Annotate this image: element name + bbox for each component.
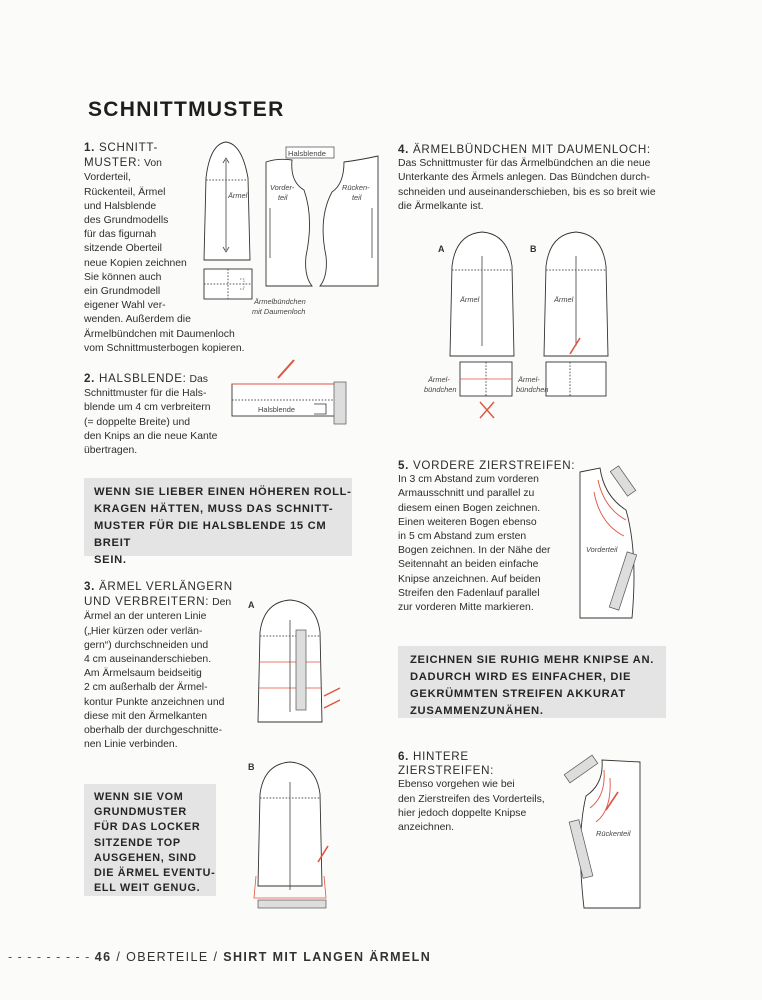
step-1-line: Ärmelbündchen mit Daumenloch bbox=[84, 328, 235, 340]
ruler bbox=[610, 466, 635, 496]
page-number: 46 bbox=[94, 950, 112, 964]
ruler bbox=[564, 755, 598, 783]
scissors-icon bbox=[480, 402, 494, 418]
label-aermelbuendchen: Ärmelbündchen bbox=[254, 297, 306, 306]
step-6-line: Ebenso vorgehen wie bei bbox=[398, 779, 515, 791]
step-5-number: 5. bbox=[398, 459, 410, 472]
step-1-line: des Grundmodells bbox=[84, 215, 169, 227]
step-4-line: Unterkante des Ärmels anlegen. Das Bündchen durch- bbox=[398, 172, 650, 184]
tip-2-line: SITZENDE TOP bbox=[94, 836, 181, 849]
figure-front-stripes bbox=[574, 462, 658, 624]
label-vorderteil: Vorder- bbox=[270, 183, 295, 192]
tip-3-line: ZUSAMMENZUNÄHEN. bbox=[410, 705, 544, 717]
step-3-line: 2 cm außerhalb der Ärmel- bbox=[84, 682, 208, 694]
front-piece bbox=[266, 159, 312, 286]
figure-pattern-pieces bbox=[196, 138, 386, 320]
step-1-heading-2: MUSTER: bbox=[84, 156, 142, 170]
label-buendchen-b: Ärmel- bbox=[518, 375, 540, 384]
tip-1-line: SEIN. bbox=[94, 554, 127, 566]
step-1-line: ein Grundmodell bbox=[84, 286, 161, 298]
page-title: SCHNITTMUSTER bbox=[88, 98, 285, 121]
step-2-line: übertragen. bbox=[84, 445, 138, 457]
label-vorderteil-2: teil bbox=[278, 193, 288, 202]
step-2-number: 2. bbox=[84, 372, 96, 385]
tip-1-line: KRAGEN HÄTTEN, MUSS DAS SCHNITT- bbox=[94, 503, 334, 515]
step-1-line: und Halsblende bbox=[84, 200, 157, 212]
footer-separator: / bbox=[116, 950, 122, 964]
label-buendchen: Ärmel- bbox=[428, 375, 450, 384]
cuff-b-piece bbox=[546, 362, 606, 396]
step-5-line: Einen weiteren Bogen ebenso bbox=[398, 516, 537, 528]
step-2-line: (= doppelte Breite) und bbox=[84, 416, 190, 428]
figure-sleeve-b bbox=[244, 758, 354, 928]
step-1-line: für das figurnah bbox=[84, 229, 157, 241]
step-2-line: Das bbox=[189, 374, 208, 385]
label-variant-a: A bbox=[248, 600, 255, 610]
tip-3-line: GEKRÜMMTEN STREIFEN AKKURAT bbox=[410, 688, 626, 700]
label-halsblende-2: Halsblende bbox=[258, 405, 295, 414]
step-2-line: blende um 4 cm verbreitern bbox=[84, 402, 211, 414]
step-1-line: sitzende Oberteil bbox=[84, 243, 162, 255]
step-4-text bbox=[398, 143, 688, 214]
step-5-line: Knipse anzeichnen. Auf beiden bbox=[398, 573, 541, 585]
ruler bbox=[296, 630, 306, 710]
step-3-line: Ärmel an der unteren Linie bbox=[84, 611, 207, 623]
step-4-number: 4. bbox=[398, 143, 410, 156]
figure-cuffs bbox=[420, 226, 640, 436]
step-3-line: gern“) durchschneiden und bbox=[84, 639, 209, 651]
step-4-line: die Ärmelkante ist. bbox=[398, 200, 484, 212]
tip-1-line: WENN SIE LIEBER EINEN HÖHEREN ROLL- bbox=[94, 486, 352, 498]
tip-box-1 bbox=[84, 478, 352, 566]
step-5-line: diesem einen Bogen zeichnen. bbox=[398, 502, 541, 514]
tip-box-3 bbox=[398, 646, 666, 718]
step-1-line: Rückenteil, Ärmel bbox=[84, 186, 166, 198]
step-5-line: in 5 cm Abstand zum ersten bbox=[398, 531, 527, 543]
step-3-line: („Hier kürzen oder verlän- bbox=[84, 625, 203, 637]
step-5-line: In 3 cm Abstand zum vorderen bbox=[398, 474, 539, 486]
step-1-line: eigener Wahl ver- bbox=[84, 300, 166, 312]
footer-rule: - - - - - - - - - bbox=[8, 950, 95, 964]
step-3-heading-2: UND VERBREITERN: bbox=[84, 595, 210, 609]
tip-2-line: WENN SIE VOM bbox=[94, 791, 184, 803]
step-5-heading: VORDERE ZIERSTREIFEN: bbox=[413, 459, 576, 472]
figure-sleeve-a bbox=[244, 596, 354, 738]
step-1-line: wenden. Außerdem die bbox=[84, 314, 191, 326]
step-3-heading: ÄRMEL VERLÄNGERN bbox=[99, 580, 233, 593]
step-5-line: Seitennaht an beiden einfache bbox=[398, 559, 539, 571]
tip-3-line: DADURCH WIRD ES EINFACHER, DIE bbox=[410, 671, 632, 683]
step-6-number: 6. bbox=[398, 750, 410, 763]
tip-2-line: ELL WEIT GENUG. bbox=[94, 882, 201, 895]
step-3-line: kontur Punkte anzeichnen und bbox=[84, 696, 225, 708]
ruler bbox=[258, 900, 326, 908]
label-buendchen-2: bündchen bbox=[424, 385, 457, 394]
label-vorderteil-stripes: Vorderteil bbox=[586, 545, 618, 554]
step-1-number: 1. bbox=[84, 141, 96, 154]
step-3-line: nen Linie verbinden. bbox=[84, 739, 178, 751]
ruler bbox=[334, 382, 346, 424]
step-1-line: neue Kopien zeichnen bbox=[84, 257, 187, 269]
tip-2-line: DIE ÄRMEL EVENTU- bbox=[94, 867, 216, 880]
step-2-text bbox=[84, 372, 244, 458]
step-3-line: Den bbox=[212, 597, 232, 609]
back-piece bbox=[320, 156, 378, 286]
label-aermelbuendchen-2: mit Daumenloch bbox=[252, 307, 306, 316]
label-variant-b: B bbox=[248, 762, 255, 772]
step-6-line: den Zierstreifen des Vorderteils, bbox=[398, 793, 545, 805]
tip-1-line: MUSTER FÜR DIE HALSBLENDE 15 CM BREIT bbox=[94, 520, 327, 549]
step-4-heading: ÄRMELBÜNDCHEN MIT DAUMENLOCH: bbox=[413, 143, 651, 156]
step-5-line: Streifen den Fadenlauf parallel bbox=[398, 587, 540, 599]
step-5-line: zur vorderen Mitte markieren. bbox=[398, 602, 534, 614]
step-3-line: Am Ärmelsaum beidseitig bbox=[84, 668, 202, 680]
step-3-line: oberhalb der durchgeschnitte- bbox=[84, 725, 223, 737]
scissors-icon bbox=[324, 688, 340, 708]
label-variant-b-2: B bbox=[530, 244, 537, 254]
step-1-line: vom Schnittmusterbogen kopieren. bbox=[84, 342, 245, 354]
step-1-line: Vorderteil, bbox=[84, 172, 131, 184]
pencil-icon bbox=[278, 360, 294, 378]
footer-separator-2: / bbox=[213, 950, 219, 964]
footer-chapter: SHIRT MIT LANGEN ÄRMELN bbox=[223, 950, 432, 964]
figure-back-stripes bbox=[562, 748, 650, 918]
step-2-line: Schnittmuster für die Hals- bbox=[84, 388, 207, 400]
step-3-text bbox=[84, 580, 252, 752]
step-2-heading: HALSBLENDE: bbox=[99, 372, 187, 385]
step-1-line: Von bbox=[143, 158, 162, 170]
label-aermel: Ärmel bbox=[228, 191, 248, 200]
step-4-line: schneiden und auseinanderschieben, bis es so breit wie bbox=[398, 186, 656, 198]
label-variant-a-2: A bbox=[438, 244, 445, 254]
step-5-line: Bogen zeichnen. In der Nähe der bbox=[398, 545, 551, 557]
label-buendchen-b-2: bündchen bbox=[516, 385, 549, 394]
tip-3-line: ZEICHNEN SIE RUHIG MEHR KNIPSE AN. bbox=[410, 654, 655, 666]
label-rueckenteil: Rücken- bbox=[342, 183, 370, 192]
label-rueckenteil-stripes: Rückenteil bbox=[596, 829, 631, 838]
label-halsblende: Halsblende bbox=[288, 149, 326, 158]
label-aermel-a: Ärmel bbox=[460, 295, 480, 304]
tip-2-line: FÜR DAS LOCKER bbox=[94, 821, 201, 834]
step-6-text bbox=[398, 750, 568, 835]
step-1-line: Sie können auch bbox=[84, 271, 162, 283]
step-6-line: hier jedoch doppelte Knipse bbox=[398, 807, 527, 819]
figure-halsblende bbox=[228, 358, 358, 432]
page-footer bbox=[8, 950, 431, 964]
footer-section: OBERTEILE bbox=[126, 950, 209, 964]
step-1-heading: SCHNITT- bbox=[99, 141, 159, 154]
tip-box-2 bbox=[84, 784, 216, 896]
tip-2-line: AUSGEHEN, SIND bbox=[94, 851, 197, 864]
label-rueckenteil-2: teil bbox=[352, 193, 362, 202]
step-3-line: 4 cm auseinanderschieben. bbox=[84, 654, 212, 666]
step-5-line: Armausschnitt und parallel zu bbox=[398, 488, 535, 500]
label-aermel-b: Ärmel bbox=[554, 295, 574, 304]
step-4-line: Das Schnittmuster für das Ärmelbündchen an die neue bbox=[398, 158, 651, 170]
tip-2-line: GRUNDMUSTER bbox=[94, 806, 187, 819]
step-6-heading: HINTERE ZIERSTREIFEN: bbox=[398, 750, 495, 778]
step-3-line: diese mit den Ärmelkanten bbox=[84, 710, 208, 722]
step-2-line: den Knips an die neue Kante bbox=[84, 430, 218, 442]
step-6-line: anzeichnen. bbox=[398, 822, 455, 834]
step-3-number: 3. bbox=[84, 580, 96, 593]
step-5-text bbox=[398, 459, 578, 615]
